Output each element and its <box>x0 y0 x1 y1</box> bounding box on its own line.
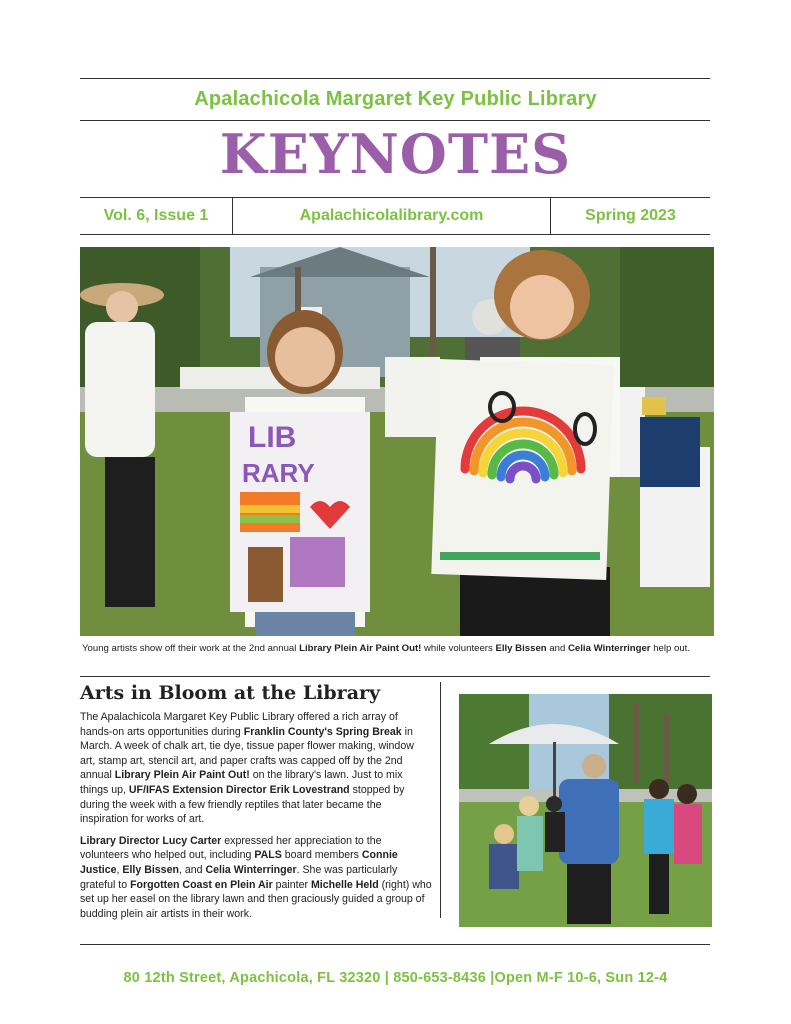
paragraph-text: . She was particularly grateful to <box>80 863 398 891</box>
sign-text-rary: RARY <box>242 458 315 488</box>
caption-volunteer-name: Elly Bissen <box>495 643 547 654</box>
main-photo-illustration <box>80 247 714 636</box>
paragraph-text: The Apalachicola Margaret Key Public Library offered a rich array of hands-on arts opportunities during <box>80 711 398 738</box>
issue-bar <box>80 198 710 234</box>
caption-text: help out. <box>650 643 691 654</box>
website-link[interactable]: Apalachicolalibrary.com <box>233 198 551 234</box>
bold-term: Library Plein Air Paint Out! <box>114 769 250 782</box>
main-photo-caption <box>82 642 712 655</box>
column-divider <box>440 682 441 918</box>
caption-text: and <box>546 643 568 654</box>
bold-term: Michelle Held <box>310 878 379 891</box>
article-paragraph-1 <box>80 710 432 827</box>
paragraph-text: , and <box>178 863 206 876</box>
footer-rule <box>80 944 710 945</box>
caption-event-name: Library Plein Air Paint Out! <box>299 643 422 654</box>
paragraph-text: stopped by during the week with a few friendly reptiles that later became the inspiration for works of art. <box>80 783 405 826</box>
bold-term: Celia Winterringer <box>205 863 297 876</box>
paragraph-text: expressed her appreciation to the volunteers who helped out, including <box>80 834 382 862</box>
paragraph-text: on the library's lawn. Just to mix things up, <box>80 769 403 796</box>
library-name: Apalachicola Margaret Key Public Library <box>194 88 597 110</box>
issue-season: Spring 2023 <box>585 207 676 224</box>
paragraph-text: in March. A week of chalk art, tie dye, tissue paper flower making, window art, stamp art, stencil art, and paper crafts was capped off by the 2nd annual <box>80 725 414 782</box>
caption-text: while volunteers <box>421 643 496 654</box>
side-photo-illustration <box>459 694 712 927</box>
side-photo-plein-air-group <box>459 694 712 927</box>
bold-term: UF/IFAS Extension Director Erik Lovestrand <box>128 783 350 796</box>
paragraph-text: board members <box>281 849 362 862</box>
main-photo-kids-artwork <box>80 247 714 636</box>
bold-term: PALS <box>254 849 282 862</box>
newsletter-masthead: KEYNOTES <box>219 122 572 186</box>
article-body <box>80 710 432 928</box>
article-title: Arts in Bloom at the Library <box>80 682 381 704</box>
paragraph-text: , <box>116 863 123 876</box>
caption-rule <box>80 676 710 677</box>
caption-volunteer-name: Celia Winterringer <box>568 643 651 654</box>
caption-text: Young artists show off their work at the 2nd annual <box>82 643 300 654</box>
top-rule <box>80 78 710 79</box>
bold-term: Forgotten Coast en Plein Air <box>130 878 273 891</box>
issue-volume: Vol. 6, Issue 1 <box>80 198 233 234</box>
footer-contact-info: 80 12th Street, Apachicola, FL 32320 | 850-653-8436 |Open M-F 10-6, Sun 12-4 <box>123 970 668 986</box>
issue-bar-bottom-rule <box>80 234 710 235</box>
article-paragraph-2 <box>80 834 432 922</box>
paragraph-text: painter <box>272 878 311 891</box>
bold-term: Connie Justice <box>80 849 398 876</box>
bold-term: Franklin County's Spring Break <box>243 725 402 738</box>
paragraph-text: (right) who set up her easel on the library lawn and then graciously guided a group of budding plein air artists in their work. <box>80 878 432 920</box>
sign-text-lib: LIB <box>248 421 297 454</box>
bold-term: Elly Bissen <box>122 863 179 876</box>
title-rule <box>80 120 710 121</box>
bold-term: Library Director Lucy Carter <box>80 834 222 847</box>
